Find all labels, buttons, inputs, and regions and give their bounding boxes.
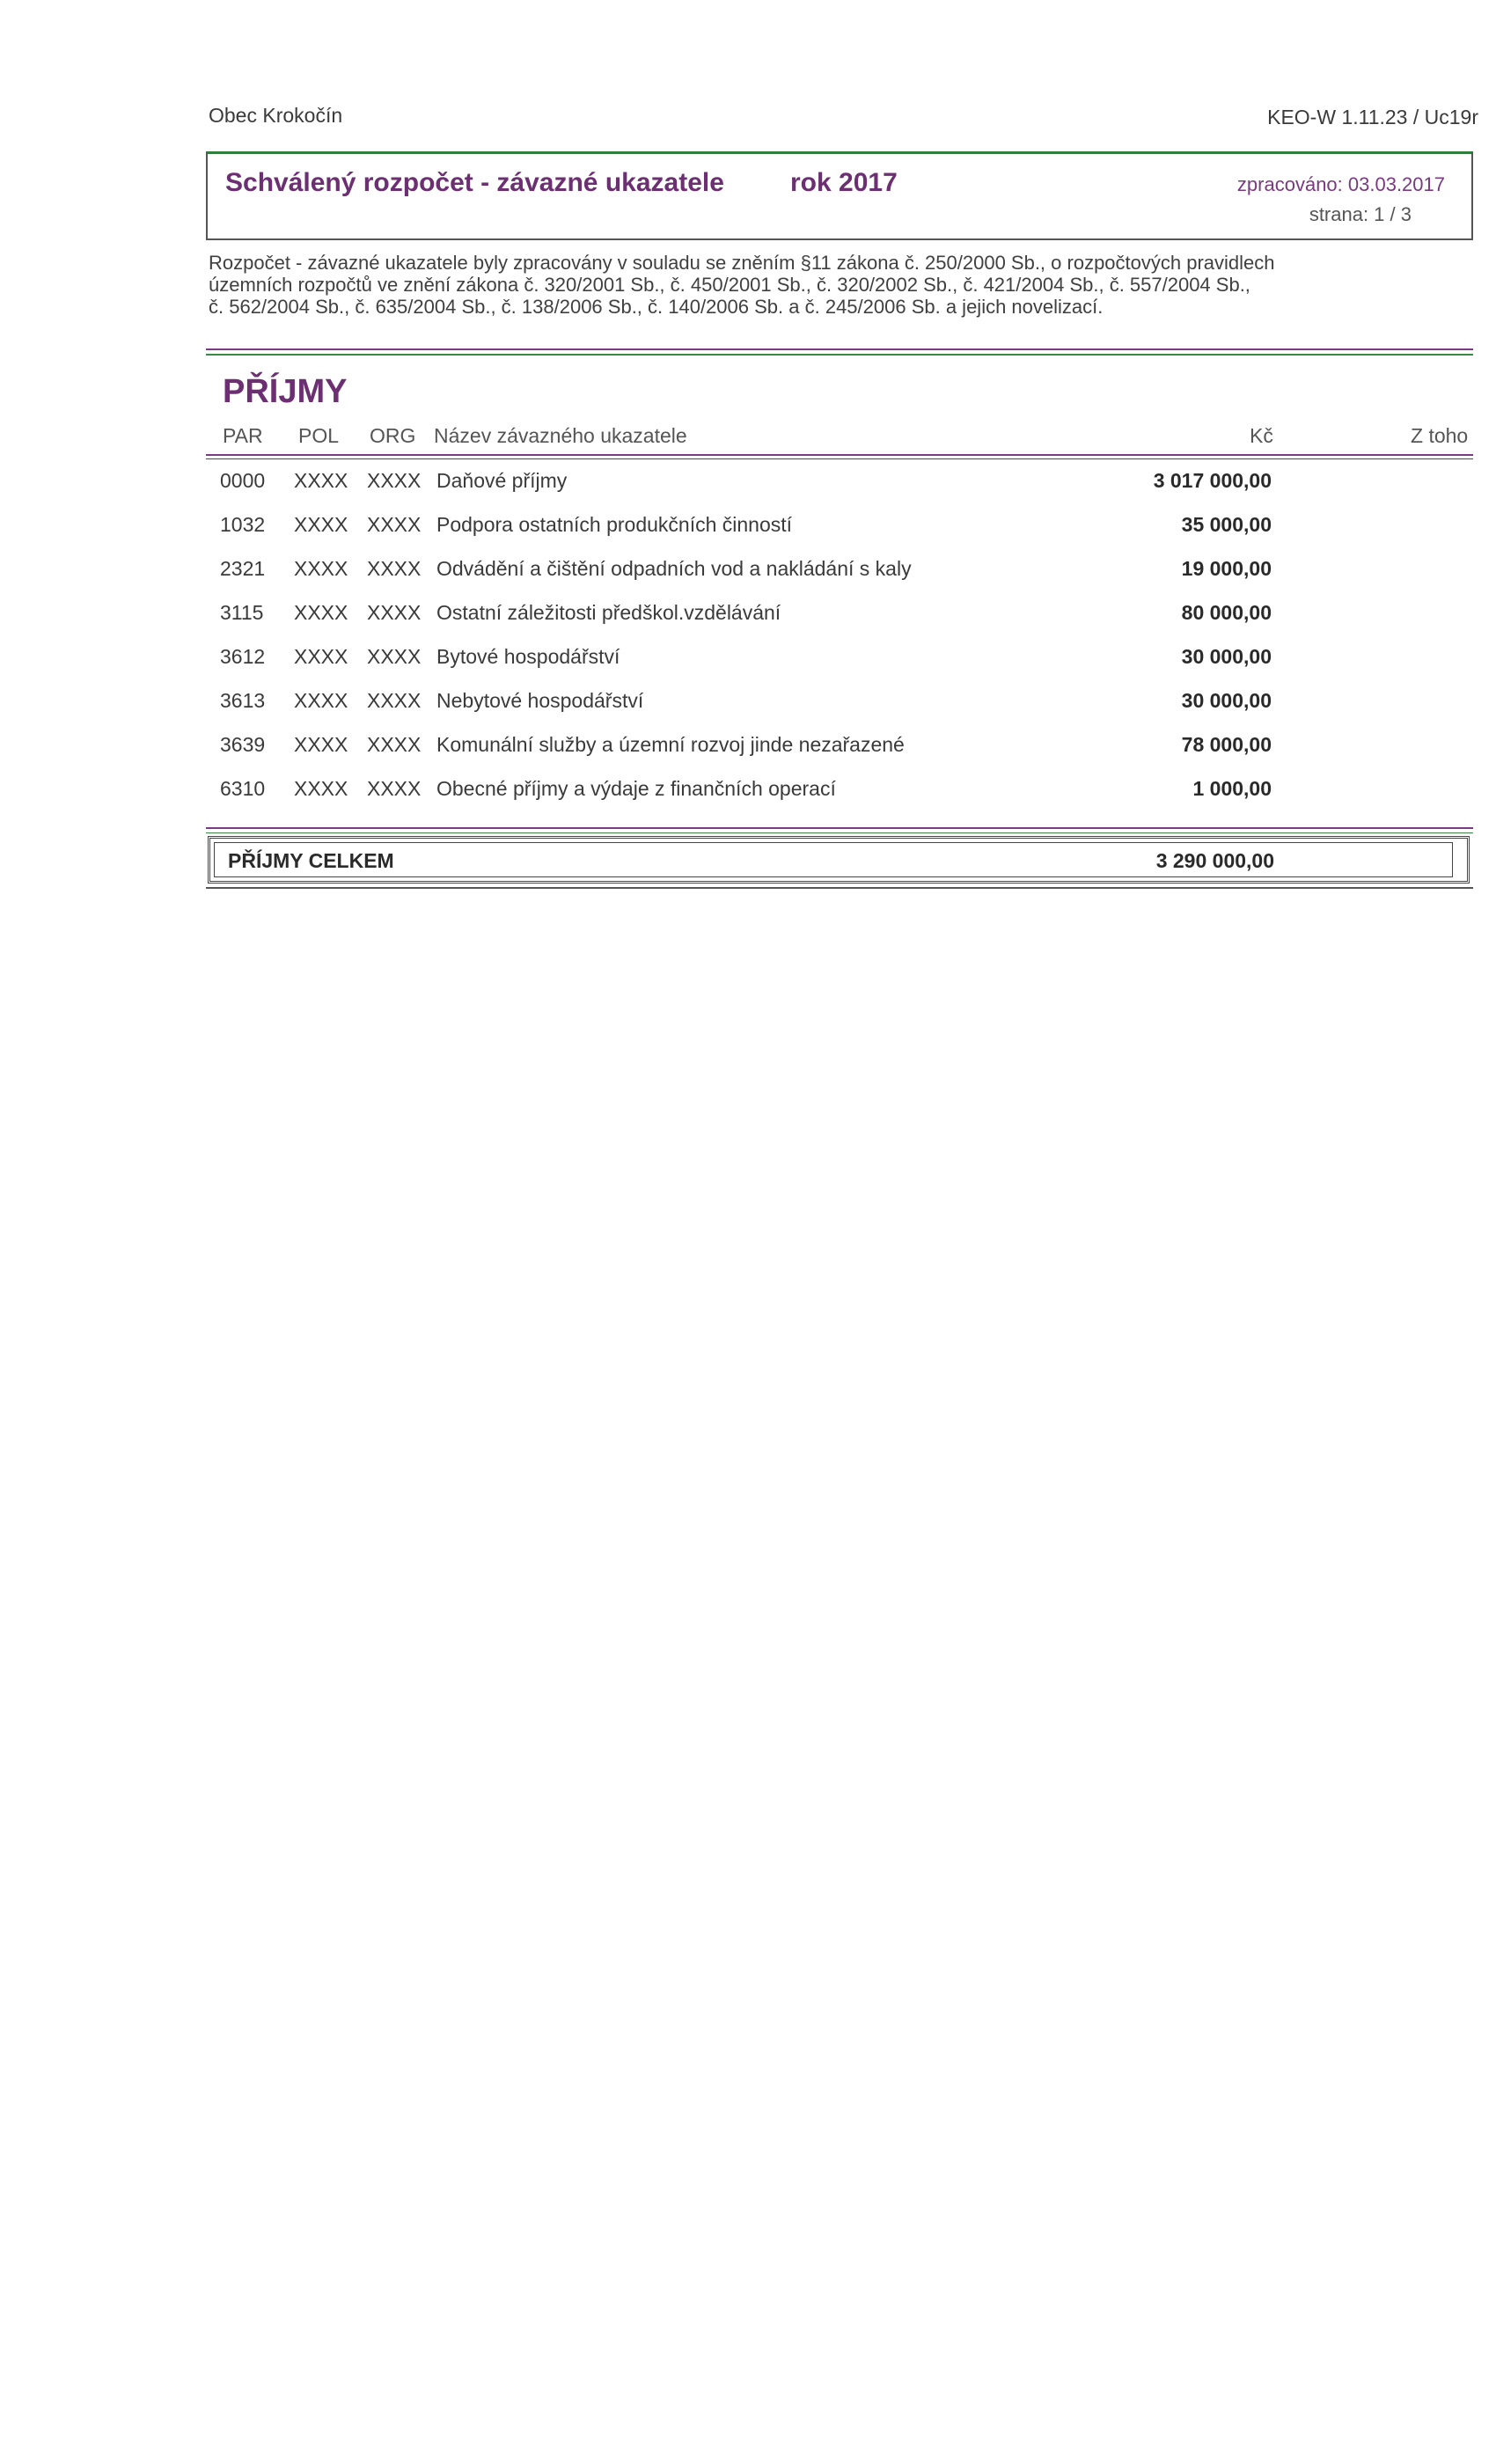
divider <box>206 887 1473 889</box>
total-box <box>208 836 1470 884</box>
row-pol: XXXX <box>294 513 348 536</box>
table-row <box>0 777 1496 821</box>
row-par: 6310 <box>220 777 266 800</box>
row-org: XXXX <box>367 469 422 492</box>
row-par: 2321 <box>220 557 266 580</box>
row-par: 3115 <box>220 601 264 624</box>
row-org: XXXX <box>367 557 422 580</box>
section-title: PŘÍJMY <box>223 373 348 410</box>
page-number: strana: 1 / 3 <box>1309 203 1412 225</box>
intro-text <box>209 252 1458 318</box>
table-row <box>0 513 1496 557</box>
table-row <box>0 469 1496 513</box>
table-row <box>0 689 1496 733</box>
table-row <box>0 601 1496 645</box>
row-amount: 35 000,00 <box>1181 513 1272 536</box>
header-divider <box>206 454 1473 456</box>
processed-date: zpracováno: 03.03.2017 <box>1236 173 1445 195</box>
header-divider <box>206 458 1473 459</box>
total-amount: 3 290 000,00 <box>1155 849 1274 872</box>
table-row <box>0 733 1496 777</box>
report-title: Schválený rozpočet - závazné ukazatele <box>225 168 724 197</box>
row-amount: 30 000,00 <box>1181 689 1272 712</box>
report-year: rok 2017 <box>790 168 898 197</box>
row-amount: 30 000,00 <box>1181 645 1272 668</box>
intro-line: Rozpočet - závazné ukazatele byly zpracovány v souladu se zněním §11 zákona č. 250/2000 Sb., o rozpočtových pravidlech <box>209 252 1275 274</box>
row-name: Odvádění a čištění odpadních vod a nakládání s kaly <box>436 557 912 580</box>
column-header-par: PAR <box>223 424 263 447</box>
row-pol: XXXX <box>294 601 348 624</box>
row-org: XXXX <box>367 513 422 536</box>
divider <box>206 832 1473 833</box>
row-name: Ostatní záležitosti předškol.vzdělávání <box>436 601 781 624</box>
total-label: PŘÍJMY CELKEM <box>228 849 394 872</box>
column-header-pol: POL <box>298 424 340 447</box>
row-pol: XXXX <box>294 469 348 492</box>
row-amount: 78 000,00 <box>1181 733 1272 756</box>
divider <box>206 827 1473 829</box>
divider <box>206 354 1473 356</box>
row-org: XXXX <box>367 777 422 800</box>
row-amount: 1 000,00 <box>1192 777 1272 800</box>
column-header-name: Název závazného ukazatele <box>434 424 687 447</box>
row-name: Podpora ostatních produkčních činností <box>436 513 793 536</box>
row-name: Nebytové hospodářství <box>436 689 644 712</box>
row-amount: 3 017 000,00 <box>1153 469 1272 492</box>
table-row <box>0 645 1496 689</box>
column-header-z-toho: Z toho <box>1411 424 1469 447</box>
row-par: 1032 <box>220 513 266 536</box>
row-name: Komunální služby a územní rozvoj jinde nezařazené <box>436 733 905 756</box>
row-pol: XXXX <box>294 557 348 580</box>
row-pol: XXXX <box>294 689 348 712</box>
row-amount: 80 000,00 <box>1181 601 1272 624</box>
row-pol: XXXX <box>294 733 348 756</box>
software-code: KEO-W 1.11.23 / Uc19r <box>1267 106 1478 128</box>
row-pol: XXXX <box>294 645 348 668</box>
row-org: XXXX <box>367 689 422 712</box>
divider <box>206 348 1473 350</box>
intro-line: č. 562/2004 Sb., č. 635/2004 Sb., č. 138/2006 Sb., č. 140/2006 Sb. a č. 245/2006 Sb. a jejich novelizací. <box>209 296 1104 318</box>
row-org: XXXX <box>367 733 422 756</box>
row-amount: 19 000,00 <box>1181 557 1272 580</box>
report-header-box <box>206 151 1473 240</box>
column-header-kc: Kč <box>1250 424 1273 447</box>
municipality-name: Obec Krokočín <box>209 104 343 127</box>
row-par: 3613 <box>220 689 266 712</box>
row-name: Bytové hospodářství <box>436 645 620 668</box>
row-pol: XXXX <box>294 777 348 800</box>
row-par: 0000 <box>220 469 266 492</box>
row-org: XXXX <box>367 601 422 624</box>
row-par: 3612 <box>220 645 266 668</box>
row-name: Daňové příjmy <box>436 469 568 492</box>
row-org: XXXX <box>367 645 422 668</box>
intro-line: územních rozpočtů ve znění zákona č. 320/2001 Sb., č. 450/2001 Sb., č. 320/2002 Sb., č. 421/2004 Sb., č. 557/2004 Sb., <box>209 274 1250 296</box>
row-par: 3639 <box>220 733 266 756</box>
column-header-org: ORG <box>370 424 416 447</box>
table-row <box>0 557 1496 601</box>
row-name: Obecné příjmy a výdaje z finančních operací <box>436 777 836 800</box>
